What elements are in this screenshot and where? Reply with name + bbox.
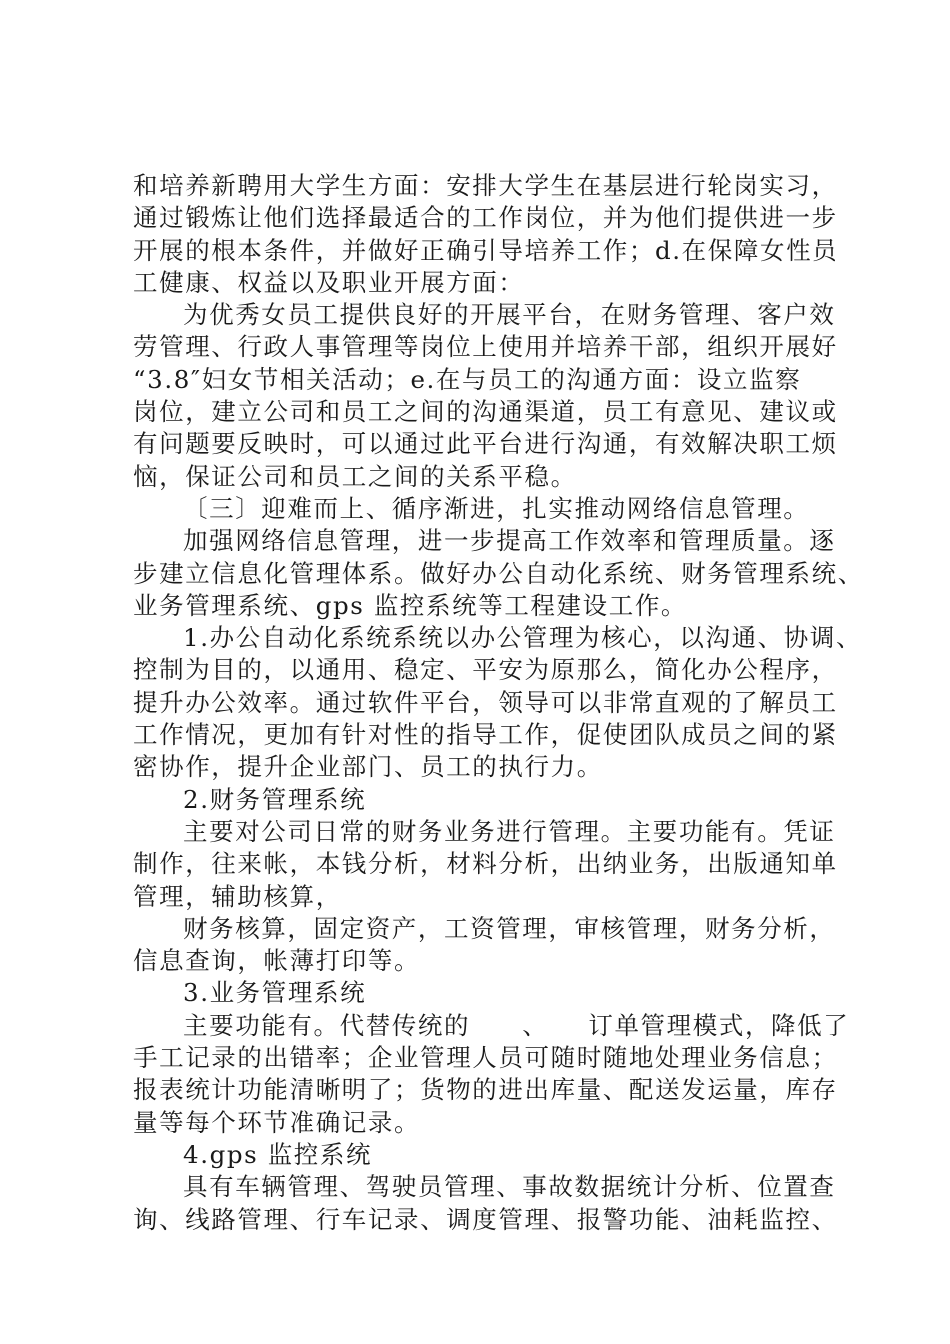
text-line: 有问题要反映时，可以通过此平台进行沟通，有效解决职工烦 — [133, 429, 838, 459]
text-line: 量等每个环节准确记录。 — [133, 1107, 421, 1137]
text-line: 3.业务管理系统 — [183, 978, 367, 1008]
text-line: 〔三〕迎难而上、循序渐进，扎实推动网络信息管理。 — [183, 493, 810, 523]
text-line: 恼，保证公司和员工之间的关系平稳。 — [133, 461, 577, 491]
text-line: 财务核算，固定资产，工资管理，审核管理，财务分析， — [183, 913, 836, 943]
text-line: 工作情况，更加有针对性的指导工作，促使团队成员之间的紧 — [133, 720, 838, 750]
text-line: 开展的根本条件，并做好正确引导培养工作；d.在保障女性员 — [133, 235, 839, 265]
text-line: 劳管理、行政人事管理等岗位上使用并培养干部，组织开展好 — [133, 332, 838, 362]
text-line: 询、线路管理、行车记录、调度管理、报警功能、油耗监控、 — [133, 1204, 838, 1234]
text-line: 为优秀女员工提供良好的开展平台，在财务管理、客户效 — [183, 300, 836, 330]
text-line: 主要功能有。代替传统的 、 订单管理模式，降低了 — [183, 1010, 850, 1040]
text-line: 主要对公司日常的财务业务进行管理。主要功能有。凭证 — [183, 816, 836, 846]
text-line: 通过锻炼让他们选择最适合的工作岗位，并为他们提供进一步 — [133, 203, 838, 233]
text-line: 和培养新聘用大学生方面：安排大学生在基层进行轮岗实习， — [133, 171, 838, 200]
text-line: 4.gps 监控系统 — [183, 1139, 373, 1169]
document-body — [133, 170, 864, 1236]
text-line: “3.8″妇女节相关活动；e.在与员工的沟通方面：设立监察 — [133, 364, 802, 394]
text-line: 业务管理系统、gps 监控系统等工程建设工作。 — [133, 590, 688, 620]
text-line: 报表统计功能清晰明了；货物的进出库量、配送发运量，库存 — [133, 1075, 838, 1105]
text-line: 工健康、权益以及职业开展方面： — [133, 267, 525, 297]
text-line: 岗位，建立公司和员工之间的沟通渠道，员工有意见、建议或 — [133, 397, 838, 427]
text-line: 密协作，提升企业部门、员工的执行力。 — [133, 752, 603, 782]
text-line: 2.财务管理系统 — [183, 784, 367, 814]
text-line: 提升办公效率。通过软件平台，领导可以非常直观的了解员工 — [133, 687, 838, 717]
text-line: 手工记录的出错率；企业管理人员可随时随地处理业务信息； — [133, 1043, 838, 1073]
text-line: 信息查询，帐薄打印等。 — [133, 946, 421, 976]
text-line: 控制为目的，以通用、稳定、平安为原那么，简化办公程序， — [133, 655, 838, 685]
text-line: 加强网络信息管理，进一步提高工作效率和管理质量。逐 — [183, 526, 836, 556]
text-line: 具有车辆管理、驾驶员管理、事故数据统计分析、位置查 — [183, 1172, 836, 1202]
text-line: 1.办公自动化系统系统以办公管理为核心，以沟通、协调、 — [183, 623, 863, 653]
text-line: 管理，辅助核算， — [133, 881, 342, 911]
text-line: 步建立信息化管理体系。做好办公自动化系统、财务管理系统、 — [133, 558, 864, 588]
text-line: 制作，往来帐，本钱分析，材料分析，出纳业务，出版通知单 — [133, 849, 838, 879]
